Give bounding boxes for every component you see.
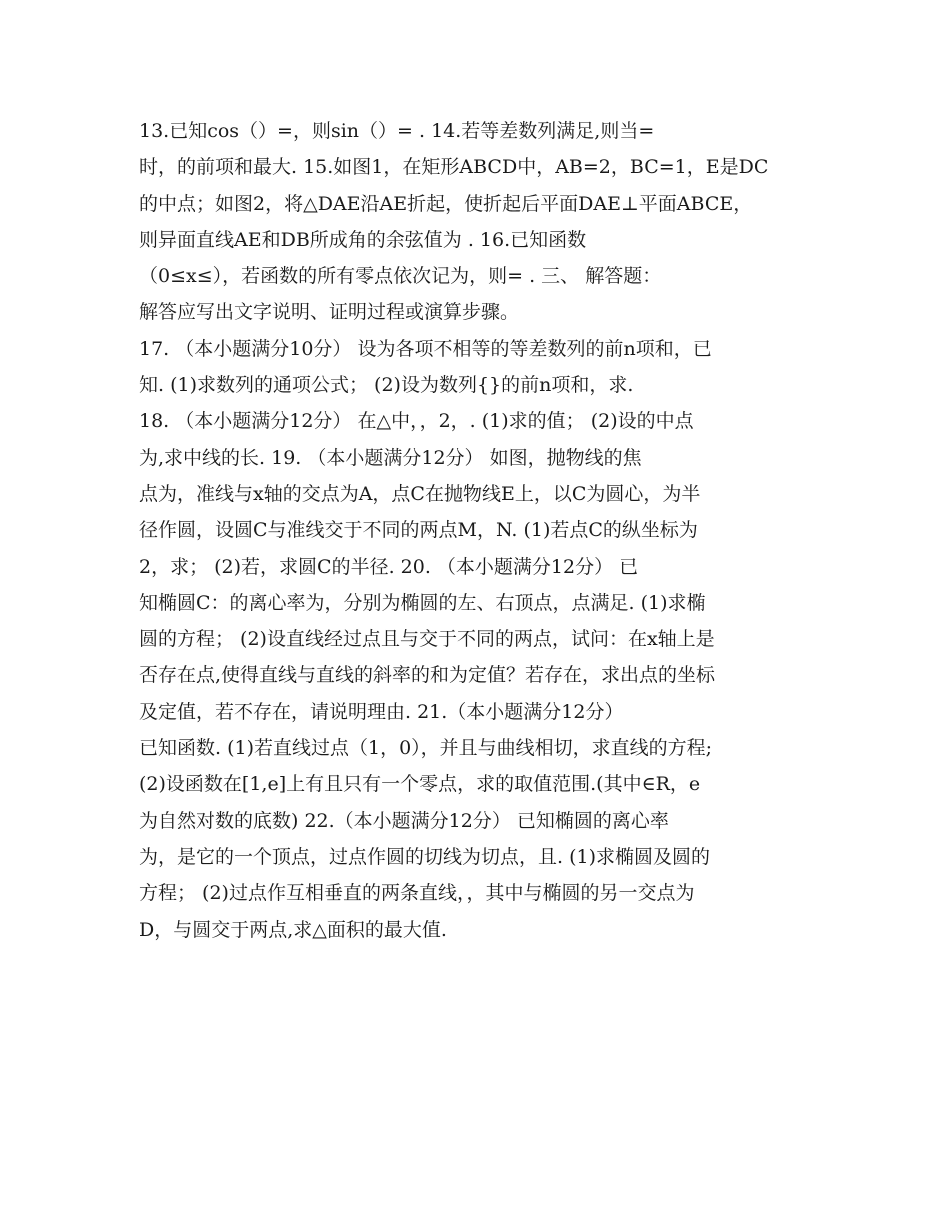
text-line-10: 为,求中线的长. 19. （本小题满分12分） 如图，抛物线的焦 [139,446,642,469]
text-line-2: 时，的前项和最大. 15.如图1，在矩形ABCD中，AB=2，BC=1，E是DC [139,156,769,179]
text-line-22: 方程； (2)过点作互相垂直的两条直线，，其中与椭圆的另一交点为 [139,882,695,905]
text-line-13: 2，求； (2)若，求圆C的半径. 20. （本小题满分12分） 已 [139,555,639,578]
text-line-4: 则异面直线AE和DB所成角的余弦值为 . 16.已知函数 [139,228,587,251]
text-line-7: 17. （本小题满分10分） 设为各项不相等的等差数列的前n项和，已 [139,337,712,360]
text-line-3: 的中点；如图2，将△DAE沿AE折起，使折起后平面DAE⊥平面ABCE， [139,192,753,215]
text-line-21: 为，是它的一个顶点，过点作圆的切线为切点，且. (1)求椭圆及圆的 [139,845,710,868]
text-line-6: 解答应写出文字说明、证明过程或演算步骤。 [139,301,520,324]
text-line-8: 知. (1)求数列的通项公式； (2)设为数列{}的前n项和，求. [139,374,634,397]
text-line-18: 已知函数. (1)若直线过点（1，0），并且与曲线相切，求直线的方程; [139,737,713,760]
text-line-12: 径作圆，设圆C与准线交于不同的两点M，N. (1)若点C的纵坐标为 [139,519,698,542]
text-line-15: 圆的方程； (2)设直线经过点且与交于不同的两点，试问：在x轴上是 [139,628,715,651]
text-line-9: 18. （本小题满分12分） 在△中，，2，. (1)求的值； (2)设的中点 [139,410,694,433]
text-line-17: 及定值，若不存在，请说明理由. 21.（本小题满分12分） [139,700,624,723]
text-line-11: 点为，准线与x轴的交点为A，点C在抛物线E上，以C为圆心，为半 [139,482,701,505]
text-line-23: D，与圆交于两点,求△面积的最大值. [139,918,447,941]
text-line-5: （0≤x≤），若函数的所有零点依次记为，则= . 三、 解答题： [139,265,662,288]
text-line-14: 知椭圆C：的离心率为，分别为椭圆的左、右顶点，点满足. (1)求椭 [139,591,706,614]
text-line-16: 否存在点,使得直线与直线的斜率的和为定值？若存在，求出点的坐标 [139,664,716,687]
text-line-19: (2)设函数在[1,e]上有且只有一个零点，求的取值范围.(其中∈R，e [139,773,701,796]
problem-text [139,113,819,948]
text-line-1: 13.已知cos（）=，则sin（）= . 14.若等差数列满足,则当= [139,120,655,142]
text-line-20: 为自然对数的底数) 22.（本小题满分12分） 已知椭圆的离心率 [139,809,669,832]
